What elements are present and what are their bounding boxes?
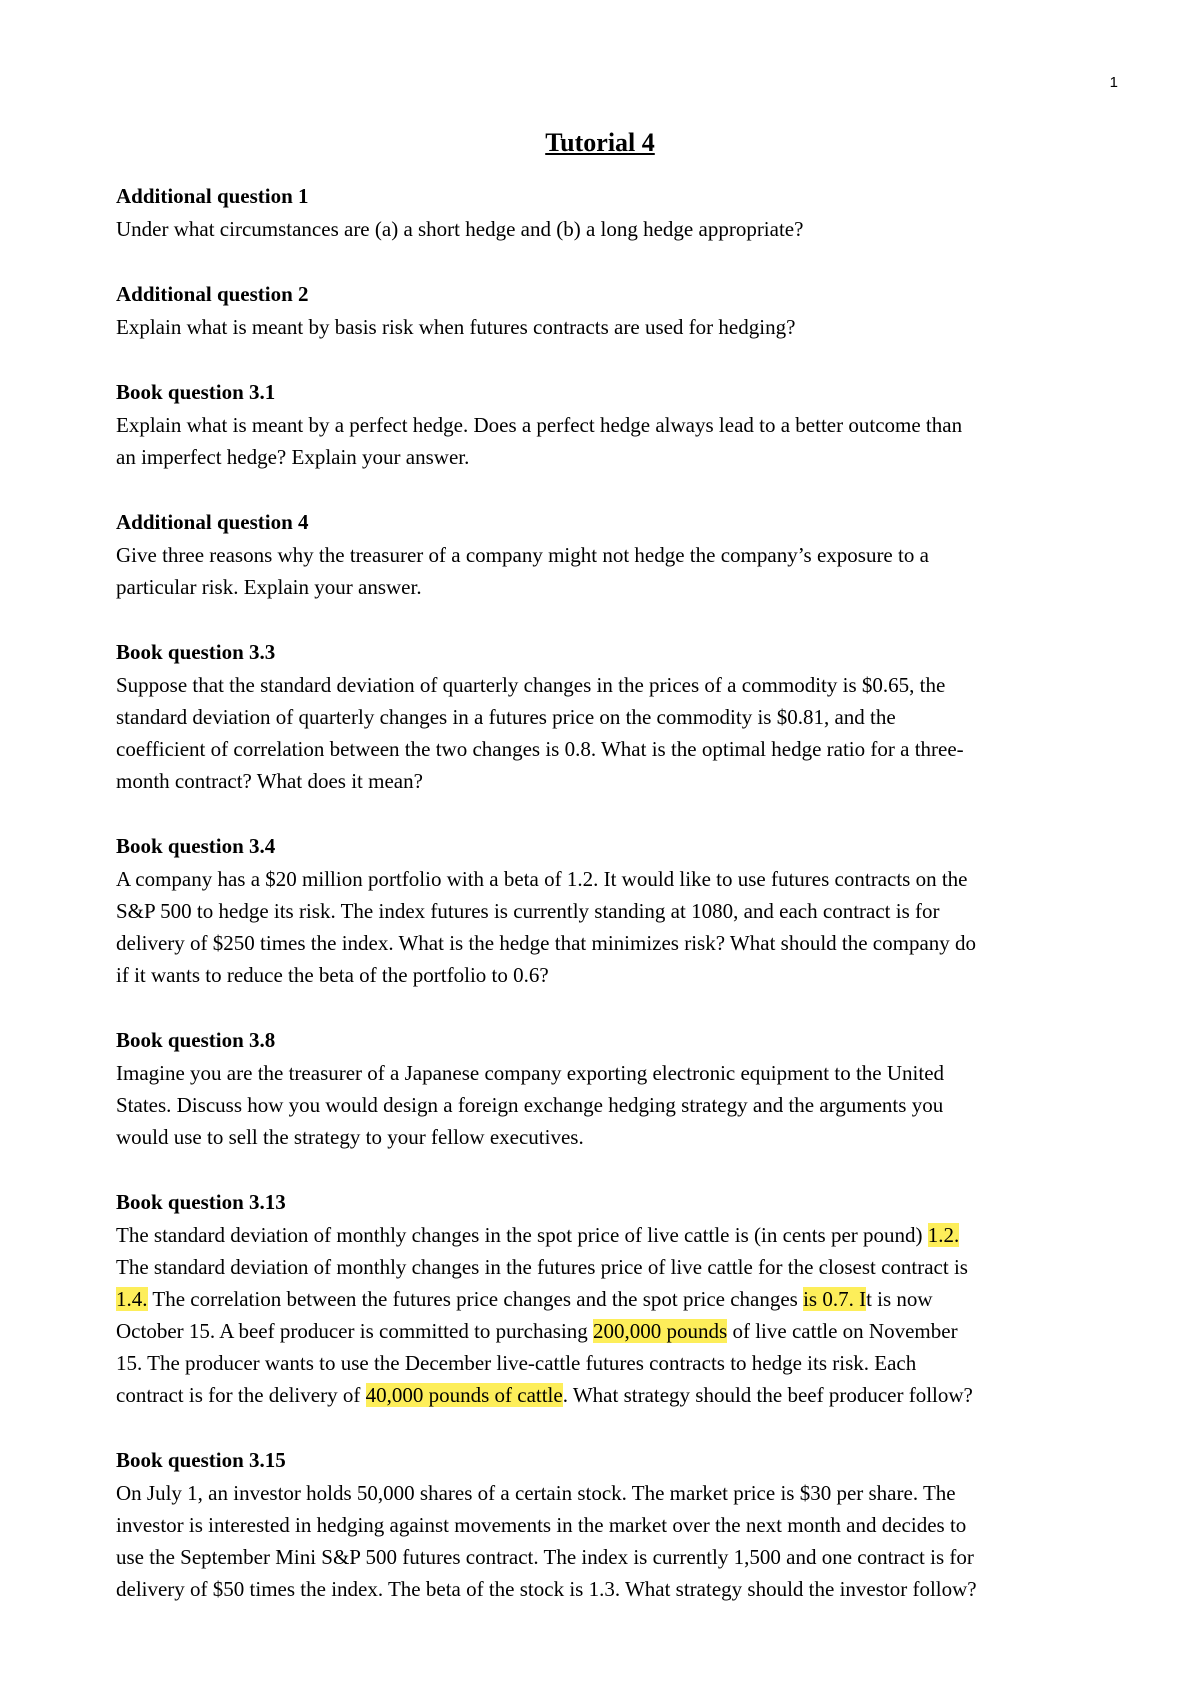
question-text-line — [116, 1219, 1116, 1251]
question-text — [116, 1477, 1116, 1605]
page-title: Tutorial 4 — [545, 128, 655, 157]
question-text-line: delivery of $250 times the index. What is the hedge that minimizes risk? What should the company do — [116, 931, 977, 955]
question-text-line: Explain what is meant by a perfect hedge. Does a perfect hedge always lead to a better outcome than — [116, 413, 963, 437]
question-text-line: On July 1, an investor holds 50,000 shares of a certain stock. The market price is $30 per share. The — [116, 1481, 956, 1505]
question-text-line — [116, 1251, 1116, 1283]
question-text — [116, 539, 1116, 603]
highlighted-text: 1.4. — [116, 1287, 148, 1311]
question-heading: Book question 3.1 — [116, 380, 276, 404]
question-block — [116, 278, 1116, 343]
question-block — [116, 1186, 1116, 1411]
text-segment: October 15. A beef producer is committed to purchasing — [116, 1319, 594, 1343]
question-block — [116, 376, 1116, 473]
question-text-line: if it wants to reduce the beta of the portfolio to 0.6? — [116, 963, 549, 987]
question-heading: Book question 3.8 — [116, 1028, 276, 1052]
text-segment: of live cattle on November — [727, 1319, 958, 1343]
question-text — [116, 213, 1116, 245]
question-text-line: delivery of $50 times the index. The beta of the stock is 1.3. What strategy should the investor follow? — [116, 1577, 977, 1601]
question-text-line — [116, 1379, 1116, 1411]
question-block — [116, 1024, 1116, 1153]
question-text — [116, 863, 1116, 991]
question-block — [116, 180, 1116, 245]
question-text-line: month contract? What does it mean? — [116, 769, 423, 793]
question-text-line: would use to sell the strategy to your fellow executives. — [116, 1125, 584, 1149]
question-text — [116, 1057, 1116, 1153]
question-text — [116, 311, 1116, 343]
text-segment: contract is for the delivery of — [116, 1383, 366, 1407]
question-heading: Additional question 1 — [116, 184, 309, 208]
question-list — [116, 180, 1116, 1638]
question-text-line: investor is interested in hedging against movements in the market over the next month and decides to — [116, 1513, 967, 1537]
highlighted-text: 200,000 pounds — [593, 1319, 728, 1343]
text-segment: The standard deviation of monthly changes in the spot price of live cattle is (in cents per pound) — [116, 1223, 928, 1247]
question-text-line: Suppose that the standard deviation of quarterly changes in the prices of a commodity is $0.65, the — [116, 673, 946, 697]
highlighted-text: is 0.7. I — [803, 1287, 867, 1311]
question-text-line: S&P 500 to hedge its risk. The index futures is currently standing at 1080, and each contract is for — [116, 899, 940, 923]
question-text-line: Imagine you are the treasurer of a Japanese company exporting electronic equipment to the United — [116, 1061, 945, 1085]
question-block — [116, 506, 1116, 603]
question-text-line: A company has a $20 million portfolio with a beta of 1.2. It would like to use futures contracts on the — [116, 867, 968, 891]
text-segment: . What strategy should the beef producer follow? — [562, 1383, 973, 1407]
text-segment: The standard deviation of monthly changes in the futures price of live cattle for the closest contract is — [116, 1255, 968, 1279]
question-heading: Book question 3.13 — [116, 1190, 286, 1214]
question-text-line — [116, 1283, 1116, 1315]
question-text-line: Under what circumstances are (a) a short hedge and (b) a long hedge appropriate? — [116, 217, 804, 241]
question-text-line: States. Discuss how you would design a foreign exchange hedging strategy and the arguments you — [116, 1093, 944, 1117]
question-text — [116, 409, 1116, 473]
text-segment: t is now — [866, 1287, 933, 1311]
question-block — [116, 1444, 1116, 1605]
question-heading: Book question 3.4 — [116, 834, 276, 858]
question-heading: Book question 3.15 — [116, 1448, 286, 1472]
question-text — [116, 1219, 1116, 1411]
page-number: 1 — [1109, 74, 1118, 91]
question-block — [116, 636, 1116, 797]
question-text-line — [116, 1347, 1116, 1379]
question-block — [116, 830, 1116, 991]
question-text — [116, 669, 1116, 797]
question-text-line: an imperfect hedge? Explain your answer. — [116, 445, 470, 469]
question-text-line: coefficient of correlation between the two changes is 0.8. What is the optimal hedge ratio for a three- — [116, 737, 964, 761]
question-text-line: Give three reasons why the treasurer of a company might not hedge the company’s exposure to a — [116, 543, 929, 567]
question-text-line — [116, 1315, 1116, 1347]
question-heading: Book question 3.3 — [116, 640, 276, 664]
highlighted-text: 40,000 pounds of cattle — [365, 1383, 563, 1407]
question-heading: Additional question 4 — [116, 510, 309, 534]
question-text-line: particular risk. Explain your answer. — [116, 575, 422, 599]
question-text-line: use the September Mini S&P 500 futures contract. The index is currently 1,500 and one contract is for — [116, 1545, 974, 1569]
highlighted-text: 1.2. — [927, 1223, 960, 1247]
text-segment: The correlation between the futures price changes and the spot price changes — [147, 1287, 804, 1311]
text-segment: 15. The producer wants to use the December live-cattle futures contracts to hedge its risk. Each — [116, 1351, 917, 1375]
question-heading: Additional question 2 — [116, 282, 309, 306]
question-text-line: standard deviation of quarterly changes in a futures price on the commodity is $0.81, and the — [116, 705, 896, 729]
question-text-line: Explain what is meant by basis risk when futures contracts are used for hedging? — [116, 315, 796, 339]
